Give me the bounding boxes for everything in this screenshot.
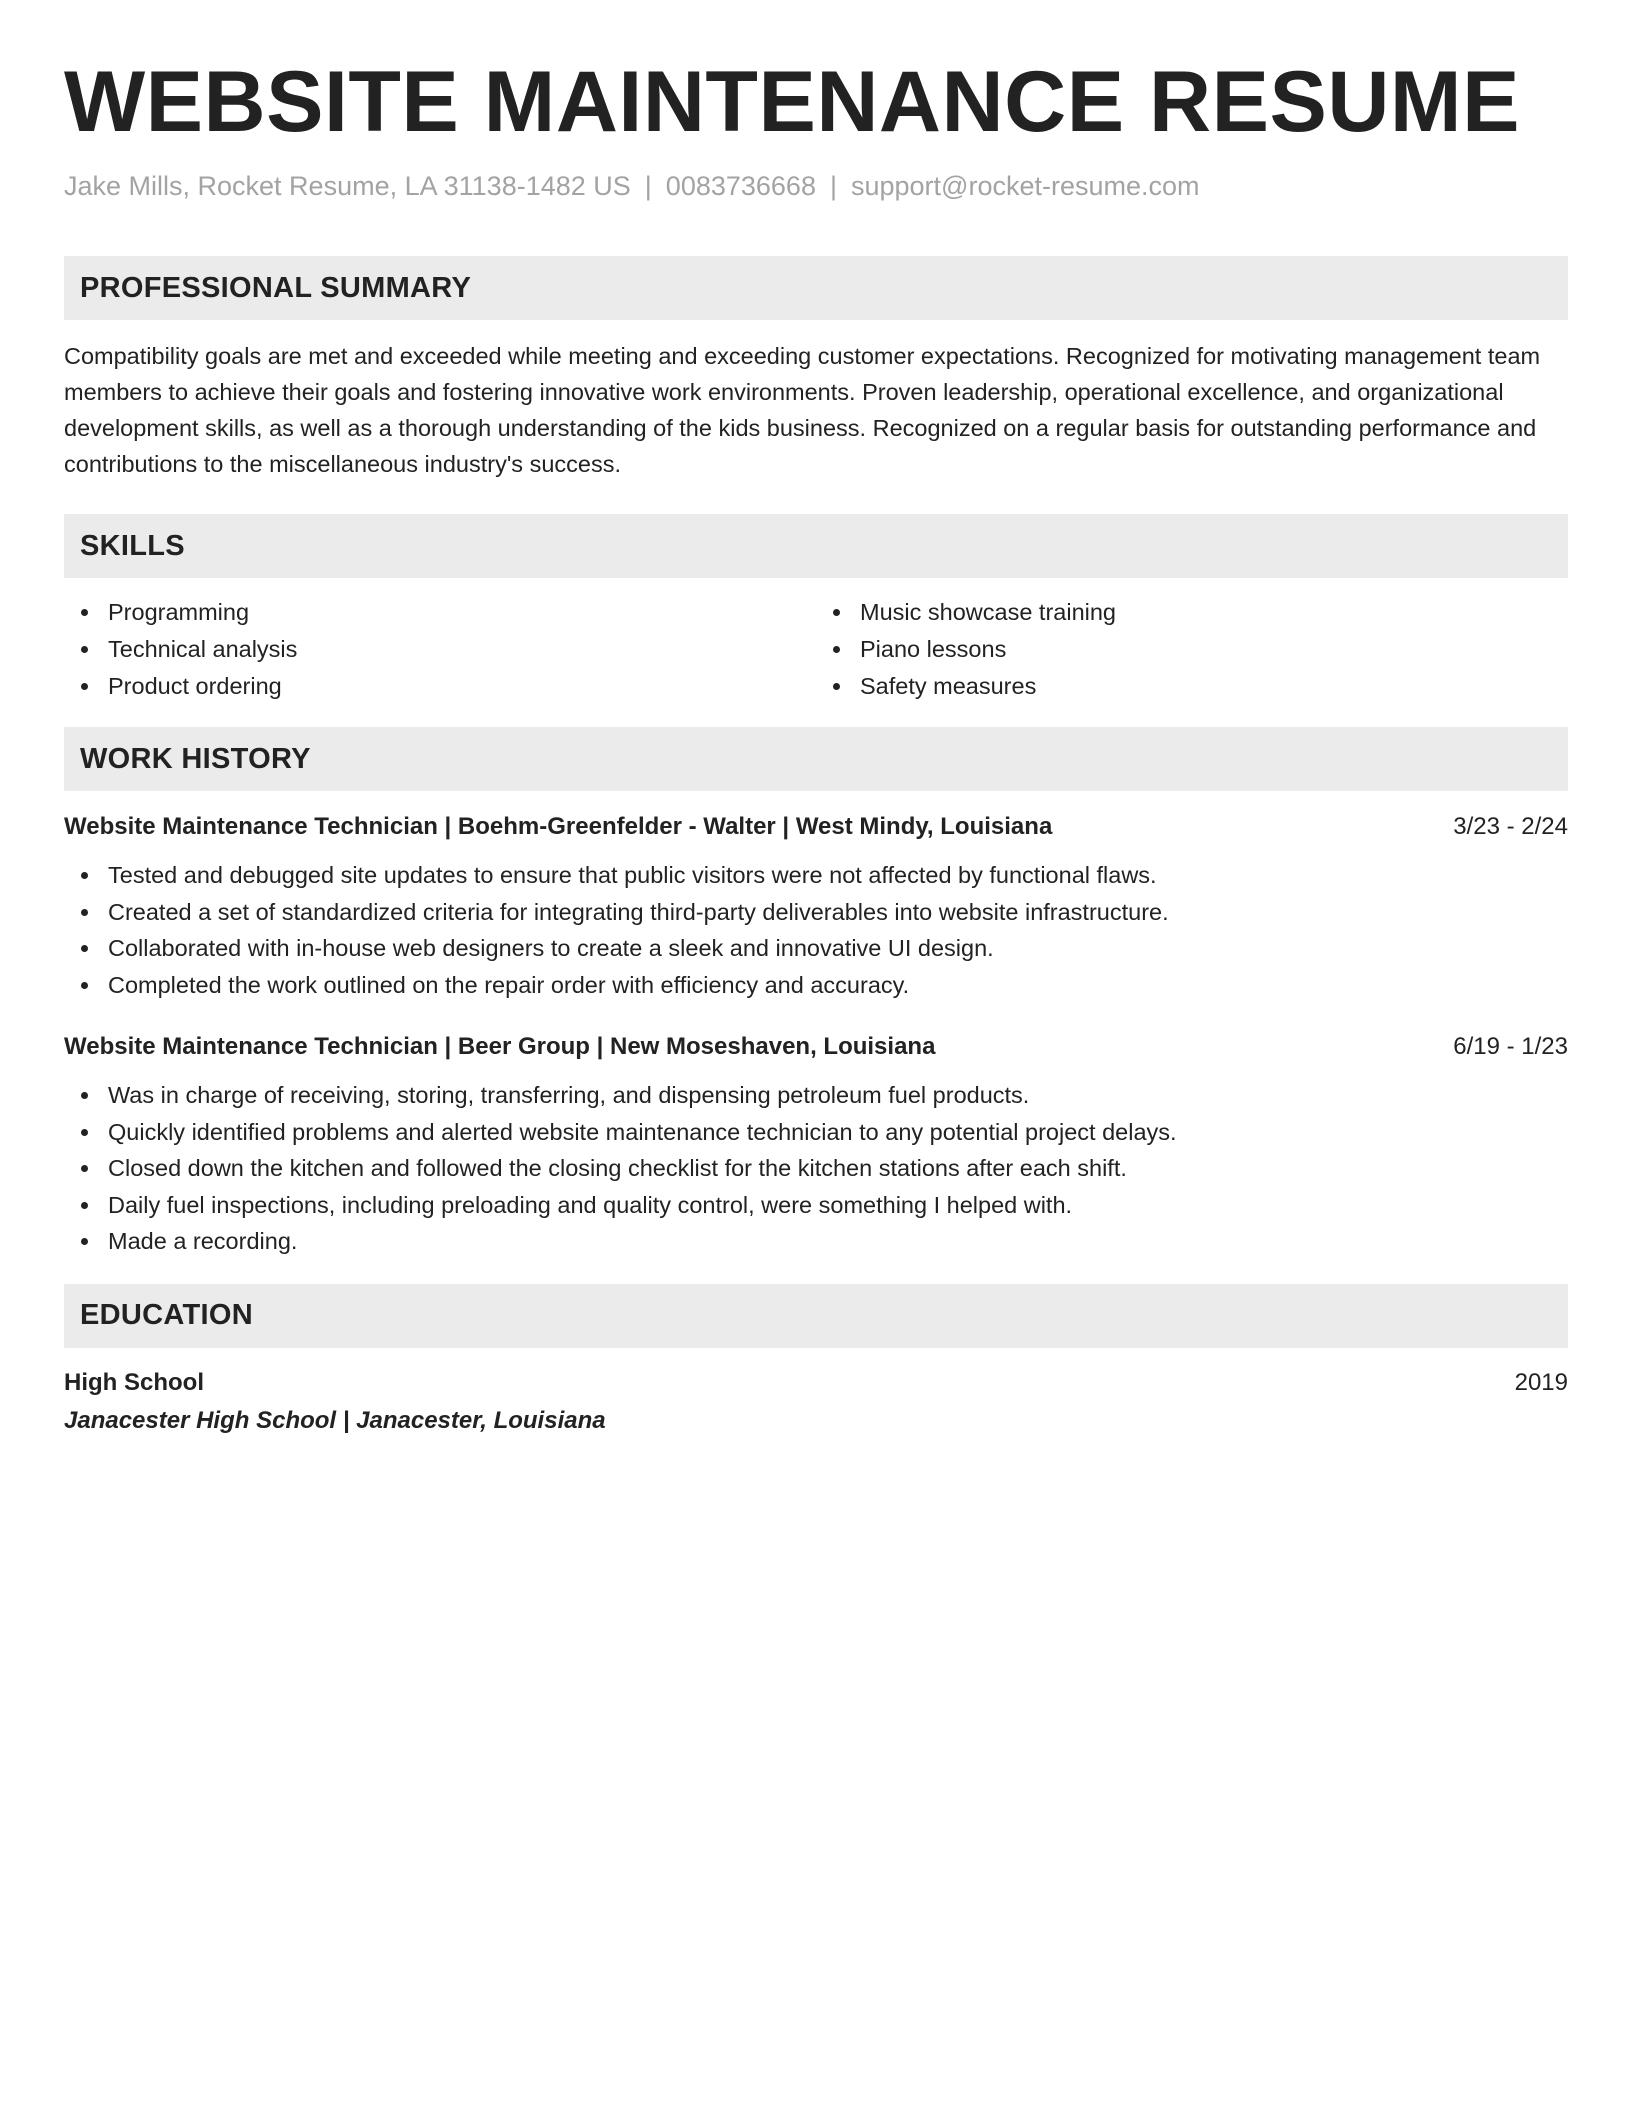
skill-item [64,631,816,668]
job-dates: 3/23 - 2/24 [1453,813,1568,840]
skill-item [816,668,1568,705]
section-header-summary: PROFESSIONAL SUMMARY [64,256,1568,320]
job-title: Website Maintenance Technician | Beer Group | New Moseshaven, Louisiana [64,1033,936,1060]
skill-label: Product ordering [108,673,282,699]
education-school: Janacester High School | Janacester, Louisiana [64,1406,606,1434]
job-bullet [64,967,1568,1004]
contact-phone: 0083736668 [665,171,816,201]
bullet-icon [81,1238,88,1245]
skill-label: Safety measures [860,673,1037,699]
bullet-icon [833,609,840,616]
job-bullets [64,1077,1568,1260]
education-header [64,1364,1568,1402]
skill-item [64,594,816,631]
bullet-icon [833,646,840,653]
bullet-icon [81,1202,88,1209]
job-entry [64,807,1568,1003]
bullet-icon [81,945,88,952]
section-header-work-history: WORK HISTORY [64,727,1568,791]
job-entry [64,1027,1568,1260]
job-title: Website Maintenance Technician | Boehm-Greenfelder - Walter | West Mindy, Louisiana [64,813,1053,840]
contact-email: support@rocket-resume.com [850,171,1200,201]
job-bullet [64,894,1568,931]
job-bullet-text: Completed the work outlined on the repair order with efficiency and accuracy. [108,971,910,998]
job-bullet [64,930,1568,967]
job-bullet [64,1114,1568,1151]
job-bullet-text: Created a set of standardized criteria for integrating third-party deliverables into website infrastructure. [108,898,1169,925]
job-dates: 6/19 - 1/23 [1453,1033,1568,1060]
job-bullet-text: Collaborated with in-house web designers to create a sleek and innovative UI design. [108,935,994,961]
bullet-icon [81,1092,88,1099]
bullet-icon [833,683,840,690]
job-bullet-text: Made a recording. [108,1228,298,1254]
job-header [64,1027,1568,1067]
education-degree: High School [64,1368,204,1396]
bullet-icon [81,609,88,616]
job-bullet-text: Daily fuel inspections, including preloading and quality control, were something I helped with. [108,1191,1073,1218]
job-bullet [64,1077,1568,1114]
job-bullet [64,1187,1568,1224]
job-bullet-text: Quickly identified problems and alerted website maintenance technician to any potential project delays. [108,1118,1177,1145]
skill-item [816,594,1568,631]
bullet-icon [81,982,88,989]
section-header-education: EDUCATION [64,1284,1568,1348]
job-header [64,807,1568,847]
job-bullet [64,1150,1568,1187]
summary-text: Compatibility goals are met and exceeded while meeting and exceeding customer expectations. Recognized for motivating management team members to achieve their goals and fostering innovative work environments. Proven leadership, operational excellence, and organizational development skills, as well as a thorough understanding of the kids business. Recognized on a regular basis for outstanding performance and contributions to the miscellaneous industry's success. [64,343,1541,477]
job-bullet [64,1223,1568,1260]
contact-address: Jake Mills, Rocket Resume, LA 31138-1482 US [64,171,631,201]
contact-separator: | [829,171,837,201]
job-bullet-text: Closed down the kitchen and followed the closing checklist for the kitchen stations after each shift. [108,1155,1127,1181]
skills-column-right [816,594,1568,705]
job-bullets [64,857,1568,1003]
bullet-icon [81,872,88,879]
job-bullet-text: Was in charge of receiving, storing, transferring, and dispensing petroleum fuel products. [108,1082,1030,1108]
skill-item [816,631,1568,668]
skill-label: Programming [108,599,250,625]
resume-title: WEBSITE MAINTENANCE RESUME [64,54,1520,150]
skill-label: Piano lessons [860,636,1007,662]
skill-label: Music showcase training [860,599,1116,625]
bullet-icon [81,683,88,690]
bullet-icon [81,1129,88,1136]
bullet-icon [81,1165,88,1172]
bullet-icon [81,646,88,653]
skills-list [64,594,1568,705]
skill-label: Technical analysis [108,636,298,662]
education-year: 2019 [1514,1368,1568,1396]
section-header-skills: SKILLS [64,514,1568,578]
job-bullet-text: Tested and debugged site updates to ensure that public visitors were not affected by functional flaws. [108,862,1157,888]
job-bullet [64,857,1568,894]
contact-separator: | [644,171,652,201]
skill-item [64,668,816,705]
education-entry [64,1364,1568,1440]
contact-line [64,168,1568,204]
bullet-icon [81,909,88,916]
skills-column-left [64,594,816,705]
